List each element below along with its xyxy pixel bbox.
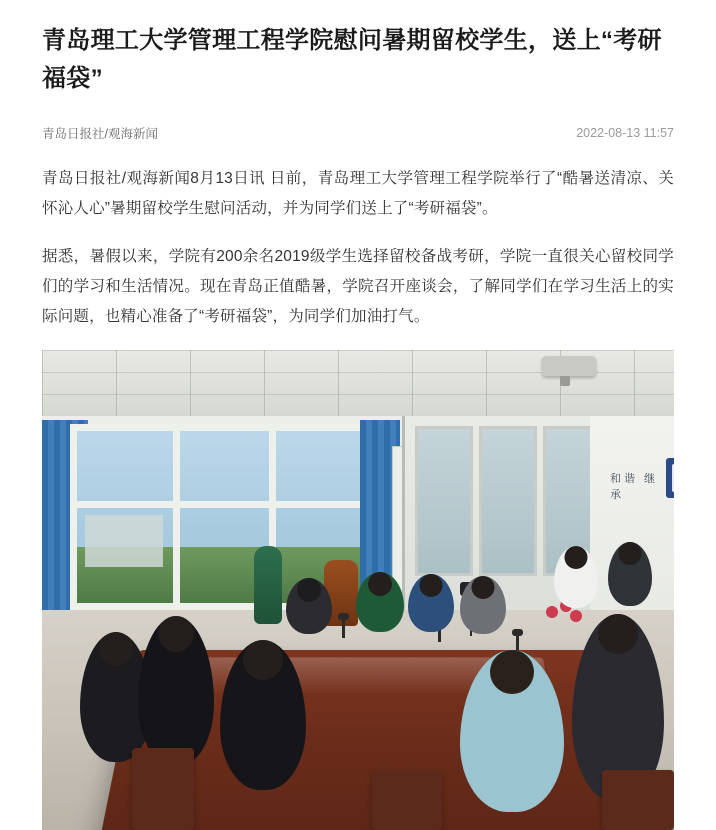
article-timestamp: 2022-08-13 11:57	[576, 126, 674, 140]
article-source: 青岛日报社/观海新闻	[42, 127, 158, 141]
article-photo	[42, 350, 674, 830]
person-head	[565, 546, 588, 569]
person-head	[368, 572, 392, 596]
person-head	[243, 640, 283, 680]
window-mullion	[173, 431, 180, 603]
glass-panel	[479, 426, 537, 576]
person-head	[420, 574, 443, 597]
projector-icon	[542, 356, 596, 376]
microphone-icon	[342, 618, 345, 638]
person-seated	[286, 578, 332, 634]
article-paragraph-1: 青岛日报社/观海新闻8月13日讯 日前，青岛理工大学管理工程学院举行了“酷暑送清凉、关怀沁人心”暑期留校学生慰问活动，并为同学们送上了“考研福袋”。	[42, 170, 674, 217]
chair	[132, 748, 194, 830]
page-title: 青岛理工大学管理工程学院慰问暑期留校学生，送上“考研福袋”	[42, 27, 662, 92]
flower	[546, 606, 558, 618]
glass-panel	[415, 426, 473, 576]
person-seated	[356, 572, 404, 632]
university-emblem-icon	[666, 458, 674, 498]
person-head	[297, 578, 321, 602]
person-seated	[554, 546, 598, 608]
person-head	[619, 542, 642, 565]
window-mullion	[77, 501, 363, 508]
person-head	[99, 632, 133, 666]
photo-scene	[42, 350, 674, 830]
person-head	[490, 650, 534, 694]
person-head	[158, 616, 194, 652]
chair	[602, 770, 674, 830]
person-seated	[460, 576, 506, 634]
flower	[570, 610, 582, 622]
person-seated	[408, 574, 454, 632]
article-paragraph-2: 据悉，暑假以来，学院有200余名2019级学生选择留校备战考研，学院一直很关心留校同学们的学习和生活情况。现在青岛正值酷暑，学院召开座谈会，了解同学们在学习生活上的实际问题，也精心准备了“考研福袋”，为同学们加油打气。	[42, 248, 674, 325]
window-building	[85, 515, 163, 567]
article-meta	[42, 124, 674, 142]
wall-slogan: 和谐 继承	[610, 473, 659, 501]
person-head	[472, 576, 495, 599]
chair	[372, 770, 442, 830]
vase	[254, 546, 282, 624]
person-head	[598, 614, 638, 654]
